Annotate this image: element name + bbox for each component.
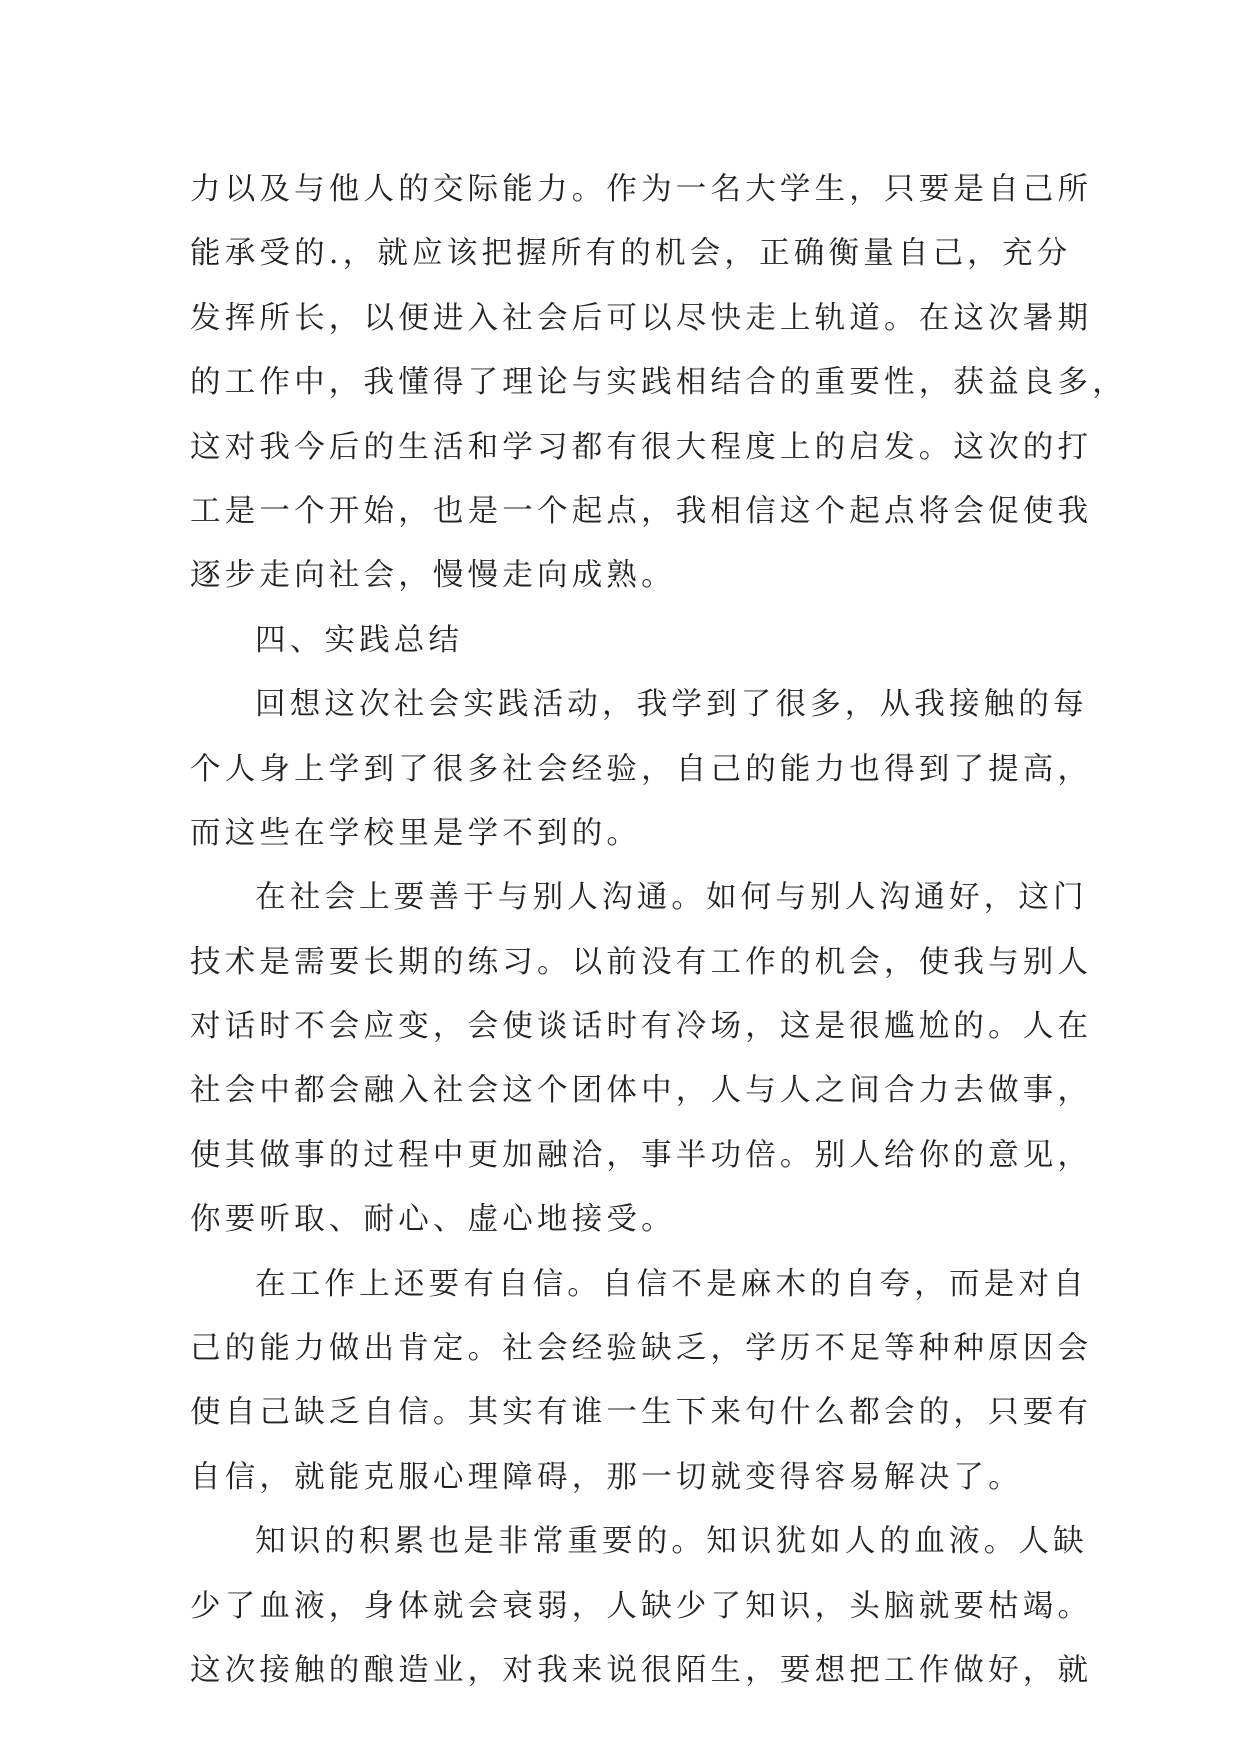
text-line: 在工作上还要有自信。自信不是麻木的自夸，而是对自 bbox=[255, 1266, 1088, 1302]
text-line: 发挥所长，以便进入社会后可以尽快走上轨道。在这次暑期 bbox=[190, 300, 1093, 336]
text-line: 自信，就能克服心理障碍，那一切就变得容易解决了。 bbox=[190, 1459, 1023, 1495]
text-line: 对话时不会应变，会使谈话时有冷场，这是很尴尬的。人在 bbox=[190, 1009, 1093, 1045]
text-line: 这次接触的酿造业，对我来说很陌生，要想把工作做好，就 bbox=[190, 1652, 1093, 1688]
text-line: 个人身上学到了很多社会经验，自己的能力也得到了提高， bbox=[190, 751, 1093, 787]
text-line: 社会中都会融入社会这个团体中，人与人之间合力去做事， bbox=[190, 1073, 1093, 1109]
text-line: 的工作中，我懂得了理论与实践相结合的重要性，获益良多， bbox=[190, 365, 1127, 401]
text-line: 技术是需要长期的练习。以前没有工作的机会，使我与别人 bbox=[190, 944, 1093, 980]
text-line: 工是一个开始，也是一个起点，我相信这个起点将会促使我 bbox=[190, 493, 1093, 529]
text-line: 少了血液，身体就会衰弱，人缺少了知识，头脑就要枯竭。 bbox=[190, 1588, 1093, 1624]
text-line: 使自己缺乏自信。其实有谁一生下来句什么都会的，只要有 bbox=[190, 1395, 1093, 1431]
text-line: 而这些在学校里是学不到的。 bbox=[190, 815, 642, 851]
text-line: 你要听取、耐心、虚心地接受。 bbox=[190, 1202, 676, 1238]
text-line: 回想这次社会实践活动，我学到了很多，从我接触的每 bbox=[255, 687, 1088, 723]
text-line: 力以及与他人的交际能力。作为一名大学生，只要是自己所 bbox=[190, 172, 1093, 207]
text-line: 使其做事的过程中更加融洽，事半功倍。别人给你的意见， bbox=[190, 1137, 1093, 1173]
text-line: 在社会上要善于与别人沟通。如何与别人沟通好，这门 bbox=[255, 880, 1088, 916]
text-line: 这对我今后的生活和学习都有很大程度上的启发。这次的打 bbox=[190, 429, 1093, 465]
text-line: 知识的积累也是非常重要的。知识犹如人的血液。人缺 bbox=[255, 1524, 1088, 1560]
section-heading: 四、实践总结 bbox=[255, 622, 464, 658]
text-line: 逐步走向社会，慢慢走向成熟。 bbox=[190, 558, 676, 594]
text-line: 能承受的.，就应该把握所有的机会，正确衡量自己，充分 bbox=[190, 236, 1072, 272]
body-text bbox=[190, 158, 1127, 1703]
text-line: 己的能力做出肯定。社会经验缺乏，学历不足等种种原因会 bbox=[190, 1331, 1093, 1367]
